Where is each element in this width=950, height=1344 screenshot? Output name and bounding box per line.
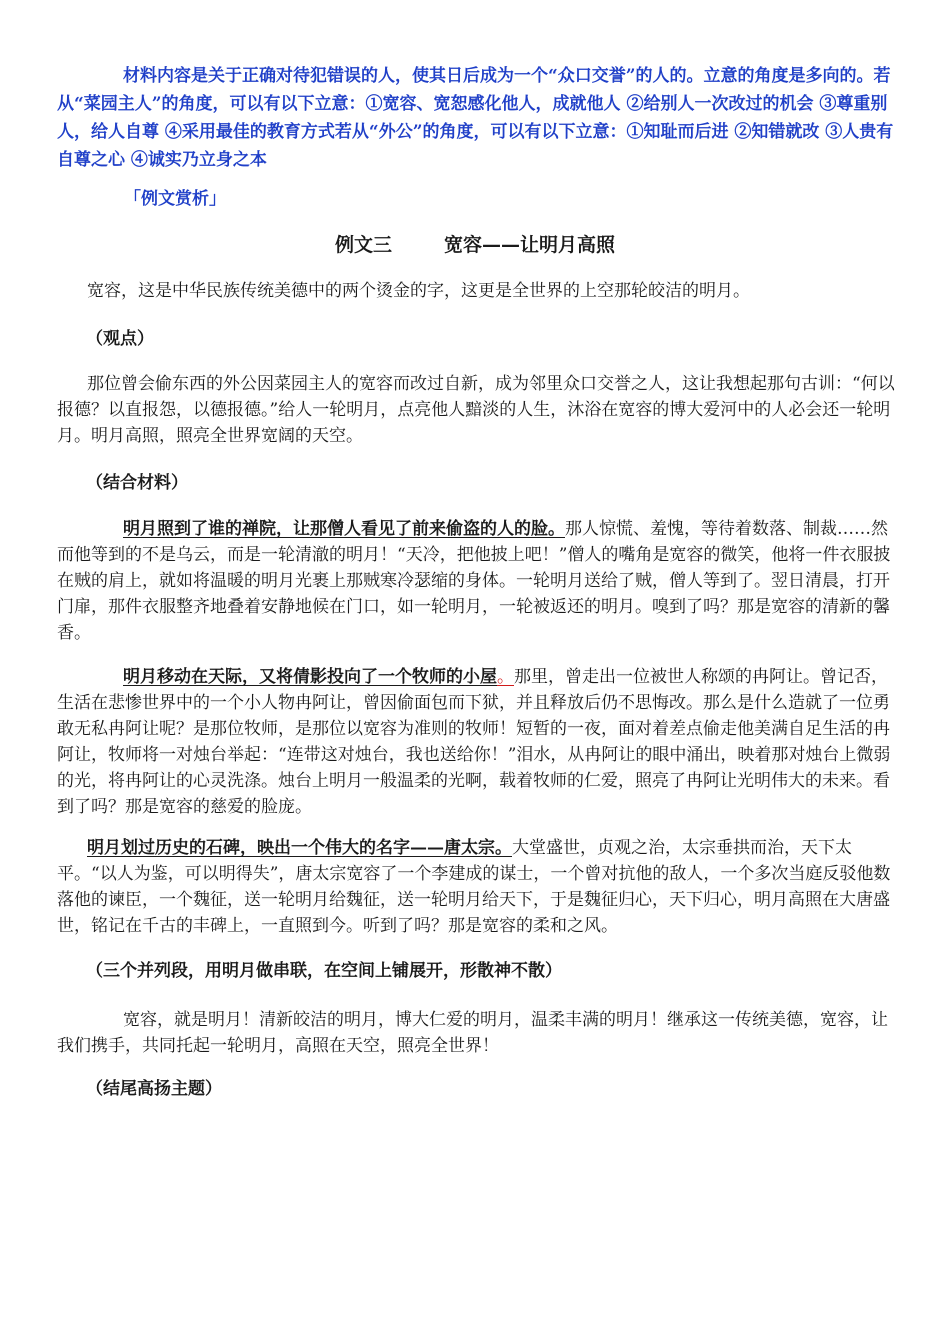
material-paragraph: 那位曾会偷东西的外公因菜园主人的宽容而改过自新，成为邻里众口交誉之人，这让我想起那句古训：“何以报德？以直报怨，以德报德。”给人一轮明月，点亮他人黯淡的人生，沐浴在宽容的博大爱河中的人必会还一轮明月。明月高照，照亮全世界宽阔的天空。 xyxy=(57,374,895,446)
intro-paragraph: 材料内容是关于正确对待犯错误的人，使其日后成为一个“众口交誉”的人的。立意的角度是多向的。若从“菜园主人”的角度，可以有以下立意：①宽容、宽恕感化他人，成就他人 ②给别人一次改过的机会 ③尊重别人，给人自尊 ④采用最佳的教育方式若从“外公”的角度，可以有以下立意：①知耻而后进 ②知错就改 ③人贵有自尊之心 ④诚实乃立身之本 xyxy=(57,66,894,170)
essay-label: 例文三 xyxy=(334,234,392,256)
note-material: （结合材料） xyxy=(86,473,188,493)
paragraph-2-lead: 明月移动在天际，又将倩影投向了一个牧师的小屋 xyxy=(123,667,497,687)
note-ending: （结尾高扬主题） xyxy=(86,1079,222,1099)
opening-paragraph: 宽容，这是中华民族传统美德中的两个烫金的字，这更是全世界的上空那轮皎洁的明月。 xyxy=(87,281,750,301)
paragraph-1-body: 那人惊慌、羞愧，等待着数落、制裁……然而他等到的不是乌云，而是一轮清澈的明月！“天冷，把他披上吧！”僧人的嘴角是宽容的微笑，他将一件衣服披在贼的肩上，就如将温暖的明月光裹上那贼寒冷瑟缩的身体。一轮明月送给了贼，僧人等到了。翌日清晨，打开门扉，那件衣服整齐地叠着安静地候在门口，如一轮明月，一轮被返还的明月。嗅到了吗？那是宽容的清新的馨香。 xyxy=(57,519,891,643)
body-paragraph-3 xyxy=(57,835,899,939)
essay-title-text: 宽容——让明月高照 xyxy=(444,234,616,256)
note-viewpoint: （观点） xyxy=(86,329,154,349)
paragraph-2-body: 那里，曾走出一位被世人称颂的冉阿让。曾记否，生活在悲惨世界中的一个小人物冉阿让，曾因偷面包而下狱，并且释放后仍不思悔改。那么是什么造就了一位勇敢无私冉阿让呢？是那位牧师，是那位以宽容为准则的牧师！短暂的一夜，面对着差点偷走他美满自足生活的冉阿让，牧师将一对烛台举起：“连带这对烛台，我也送给你！”泪水，从冉阿让的眼中涌出，映着那对烛台上微弱的光，将冉阿让的心灵洗涤。烛台上明月一般温柔的光啊，载着牧师的仁爱，照亮了冉阿让光明伟大的未来。看到了吗？那是宽容的慈爱的脸庞。 xyxy=(57,667,891,817)
body-paragraph-2 xyxy=(57,664,899,820)
paragraph-3-body: 大堂盛世，贞观之治，太宗垂拱而治，天下太平。“以人为鉴，可以明得失”，唐太宗宽容了一个李建成的谋士，一个曾对抗他的敌人，一个多次当庭反驳他数落他的谏臣，一个魏征，送一轮明月给魏征，送一轮明月给天下，于是魏征归心，天下归心，明月高照在大唐盛世，铭记在千古的丰碑上，一直照到今。听到了吗？那是宽容的柔和之风。 xyxy=(57,838,891,936)
paragraph-3-lead: 明月划过历史的石碑，映出一个伟大的名字——唐太宗。 xyxy=(87,838,512,858)
body-paragraph-1 xyxy=(57,516,899,646)
section-heading: 「例文赏析」 xyxy=(124,189,226,209)
paragraph-1-lead: 明月照到了谁的禅院，让那僧人看见了前来偷盗的人的脸。 xyxy=(123,519,565,539)
essay-title xyxy=(0,230,950,260)
paragraph-2-mark: 。 xyxy=(497,667,514,687)
conclusion-paragraph: 宽容，就是明月！清新皎洁的明月，博大仁爱的明月，温柔丰满的明月！继承这一传统美德，宽容，让我们携手，共同托起一轮明月，高照在天空，照亮全世界！ xyxy=(57,1010,888,1056)
note-parallel: （三个并列段，用明月做串联，在空间上铺展开，形散神不散） xyxy=(86,961,562,981)
